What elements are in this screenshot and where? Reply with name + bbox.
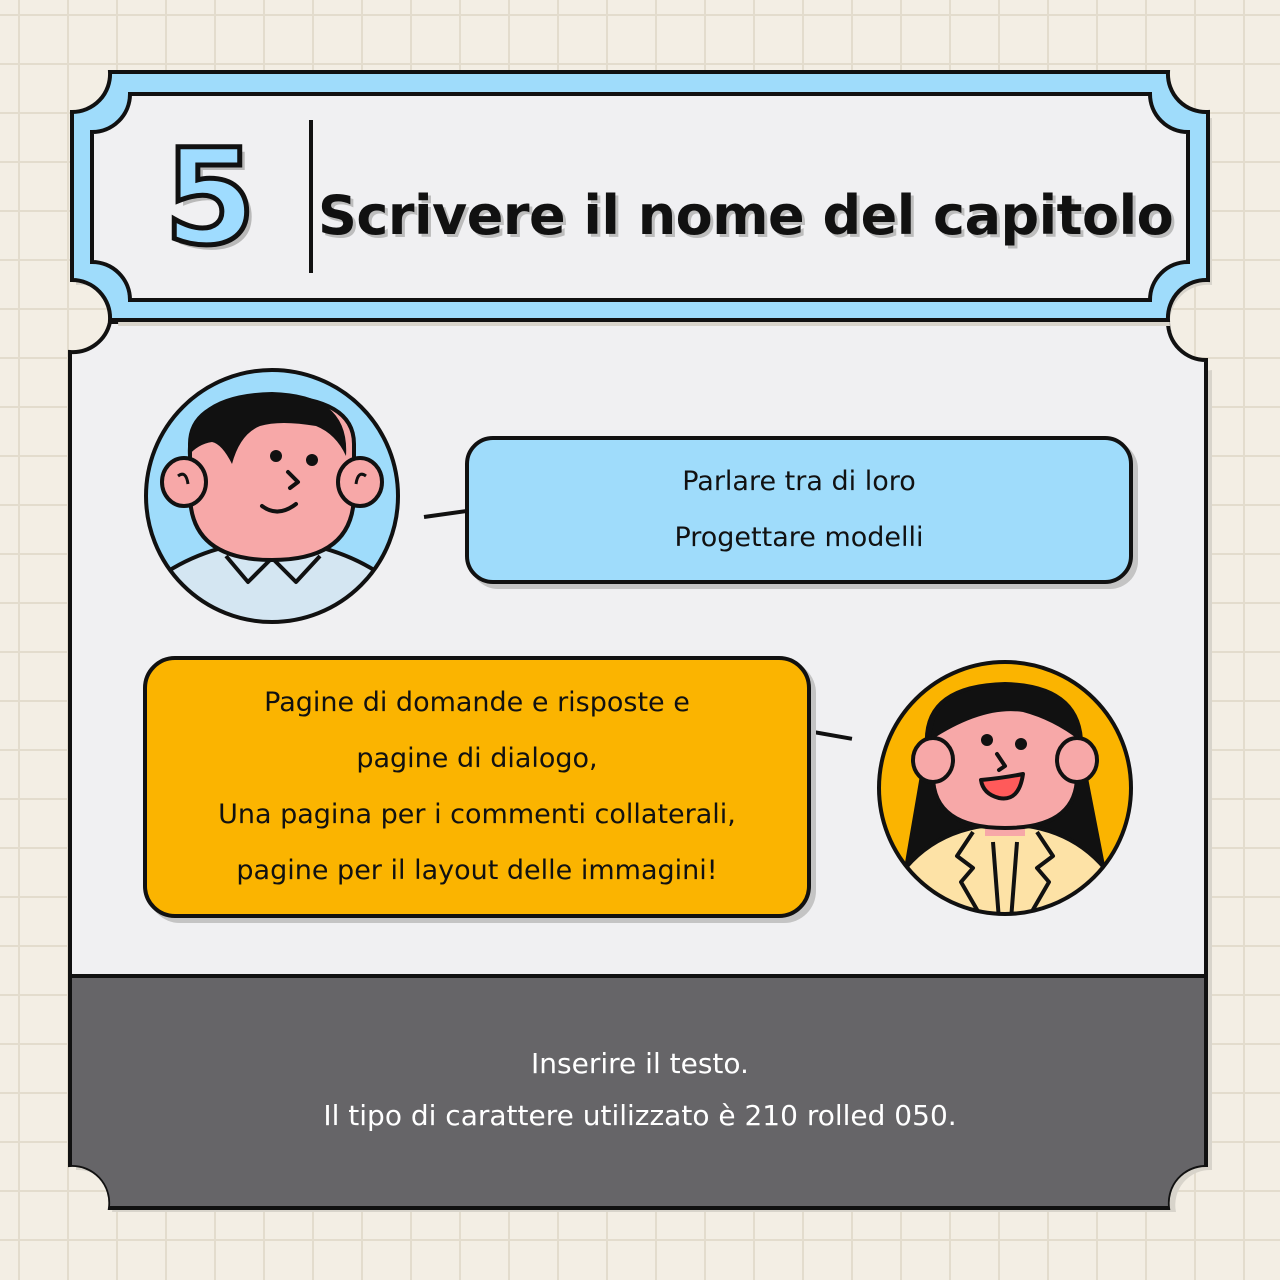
bubble-line: Parlare tra di loro <box>682 466 916 497</box>
footer-line: Inserire il testo. <box>531 1047 749 1080</box>
chapter-number: 5 <box>164 121 256 275</box>
man-avatar-icon <box>140 364 404 628</box>
woman-avatar-icon <box>873 656 1137 920</box>
footer-text <box>72 1038 1208 1142</box>
bubble-line: pagine di dialogo, <box>356 743 598 774</box>
bubble-line: Una pagina per i commenti collaterali, <box>218 799 736 830</box>
speech-bubble-man <box>465 436 1133 584</box>
bubble-line: Pagine di domande e risposte e <box>264 687 690 718</box>
title-divider <box>309 120 313 273</box>
bubble-line: Progettare modelli <box>674 522 924 553</box>
bubble-line: pagine per il layout delle immagini! <box>236 855 718 886</box>
chapter-title: Scrivere il nome del capitolo <box>318 184 1174 247</box>
speech-bubble-woman <box>143 656 811 918</box>
footer-line: Il tipo di carattere utilizzato è 210 rolled 050. <box>323 1099 957 1132</box>
